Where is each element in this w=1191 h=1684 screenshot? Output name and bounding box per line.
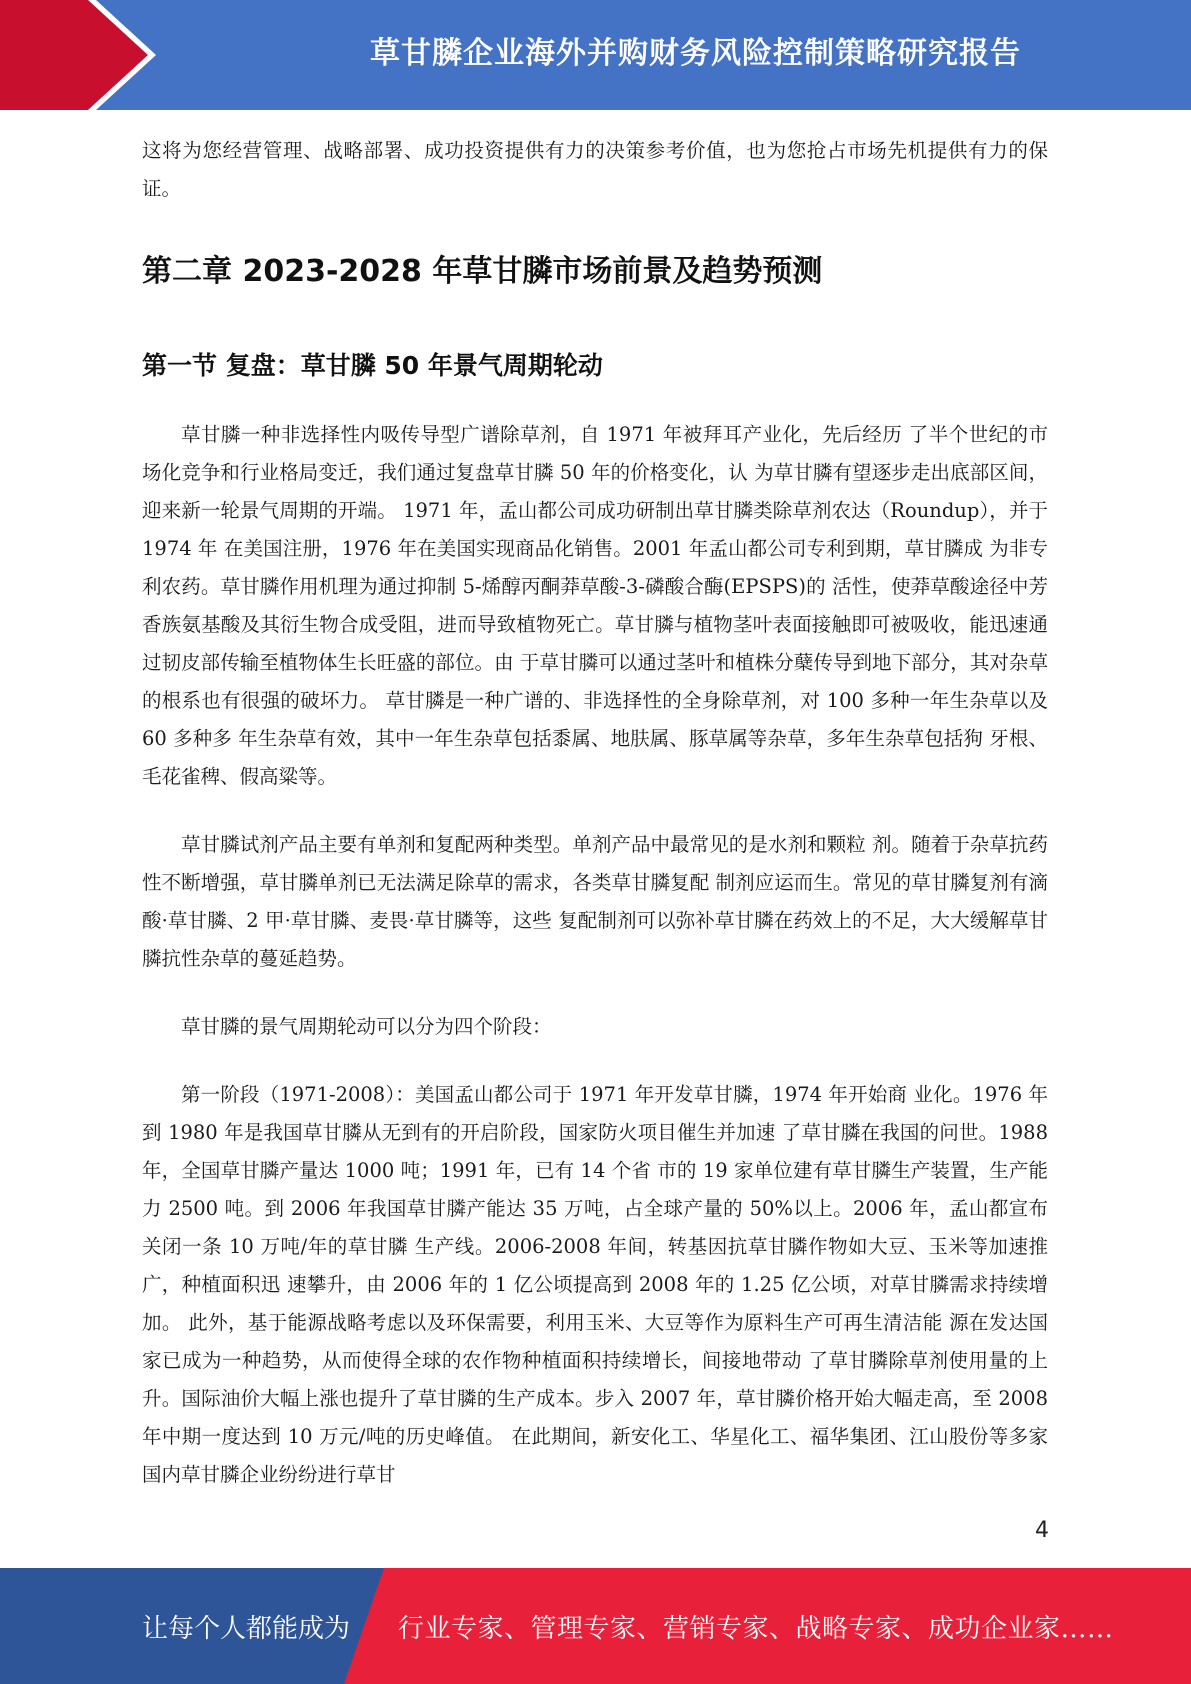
page-header — [0, 0, 1191, 110]
intro-paragraph: 这将为您经营管理、战略部署、成功投资提供有力的决策参考价值，也为您抢占市场先机提供有力的保证。 — [142, 139, 1048, 200]
page-number: 4 — [1035, 1518, 1049, 1543]
header-arrow-decoration — [0, 0, 200, 110]
footer-slogan-left: 让每个人都能成为 — [142, 1613, 351, 1644]
page-footer — [0, 1568, 1191, 1684]
body-paragraph: 草甘膦的景气周期轮动可以分为四个阶段： — [181, 1015, 552, 1038]
chapter-title: 第二章 2023-2028 年草甘膦市场前景及趋势预测 — [142, 254, 823, 289]
body-paragraph: 草甘膦试剂产品主要有单剂和复配两种类型。单剂产品中最常见的是水剂和颗粒 剂。随着于杂草抗药性不断增强，草甘膦单剂已无法满足除草的需求，各类草甘膦复配 制剂应运而生。常见的草甘膦复剂有滴酸·草甘膦、2 甲·草甘膦、麦畏·草甘膦等，这些 复配制剂可以弥补草甘膦在药效上的不足，大大缓解草甘膦抗性杂草的蔓延趋势。 — [142, 833, 1048, 970]
section-title: 第一节 复盘：草甘膦 50 年景气周期轮动 — [142, 351, 603, 380]
document-body — [142, 132, 1048, 1494]
body-paragraph: 草甘膦一种非选择性内吸传导型广谱除草剂，自 1971 年被拜耳产业化，先后经历 了半个世纪的市场化竞争和行业格局变迁，我们通过复盘草甘膦 50 年的价格变化，认 为草甘膦有望逐步走出底部区间，迎来新一轮景气周期的开端。 1971 年，孟山都公司成功研制出草甘膦类除草剂农达（Roundup），并于 1974 年 在美国注册，1976 年在美国实现商品化销售。2001 年孟山都公司专利到期，草甘膦成 为非专利农药。草甘膦作用机理为通过抑制 5-烯醇丙酮莽草酸-3-磷酸合酶(EPSPS)的 活性，使莽草酸途径中芳香族氨基酸及其衍生物合成受阻，进而导致植物死亡。草甘膦与植物茎叶表面接触即可被吸收，能迅速通过韧皮部传输至植物体生长旺盛的部位。由 于草甘膦可以通过茎叶和植株分蘖传导到地下部分，其对杂草的根系也有很强的破坏力。 草甘膦是一种广谱的、非选择性的全身除草剂，对 100 多种一年生杂草以及 60 多种多 年生杂草有效，其中一年生杂草包括黍属、地肤属、豚草属等杂草，多年生杂草包括狗 牙根、毛花雀稗、假高粱等。 — [142, 423, 1048, 788]
report-title: 草甘膦企业海外并购财务风险控制策略研究报告 — [370, 36, 1021, 71]
footer-slogan-right: 行业专家、管理专家、营销专家、战略专家、成功企业家…… — [398, 1613, 1114, 1644]
body-paragraph: 第一阶段（1971-2008）：美国孟山都公司于 1971 年开发草甘膦，1974 年开始商 业化。1976 年到 1980 年是我国草甘膦从无到有的开启阶段，国家防火项目催生并加速 了草甘膦在我国的问世。1988 年，全国草甘膦产量达 1000 吨；1991 年，已有 14 个省 市的 19 家单位建有草甘膦生产装置，生产能力 2500 吨。到 2006 年我国草甘膦产能达 35 万吨，占全球产量的 50%以上。2006 年，孟山都宣布关闭一条 10 万吨/年的草甘膦 生产线。2006-2008 年间，转基因抗草甘膦作物如大豆、玉米等加速推广，种植面积迅 速攀升，由 2006 年的 1 亿公顷提高到 2008 年的 1.25 亿公顷，对草甘膦需求持续增加。 此外，基于能源战略考虑以及环保需要，利用玉米、大豆等作为原料生产可再生清洁能 源在发达国家已成为一种趋势，从而使得全球的农作物种植面积持续增长，间接地带动 了草甘膦除草剂使用量的上升。国际油价大幅上涨也提升了草甘膦的生产成本。步入 2007 年，草甘膦价格开始大幅走高，至 2008 年中期一度达到 10 万元/吨的历史峰值。 在此期间，新安化工、华星化工、福华集团、江山股份等多家国内草甘膦企业纷纷进行草甘 — [142, 1083, 1048, 1486]
